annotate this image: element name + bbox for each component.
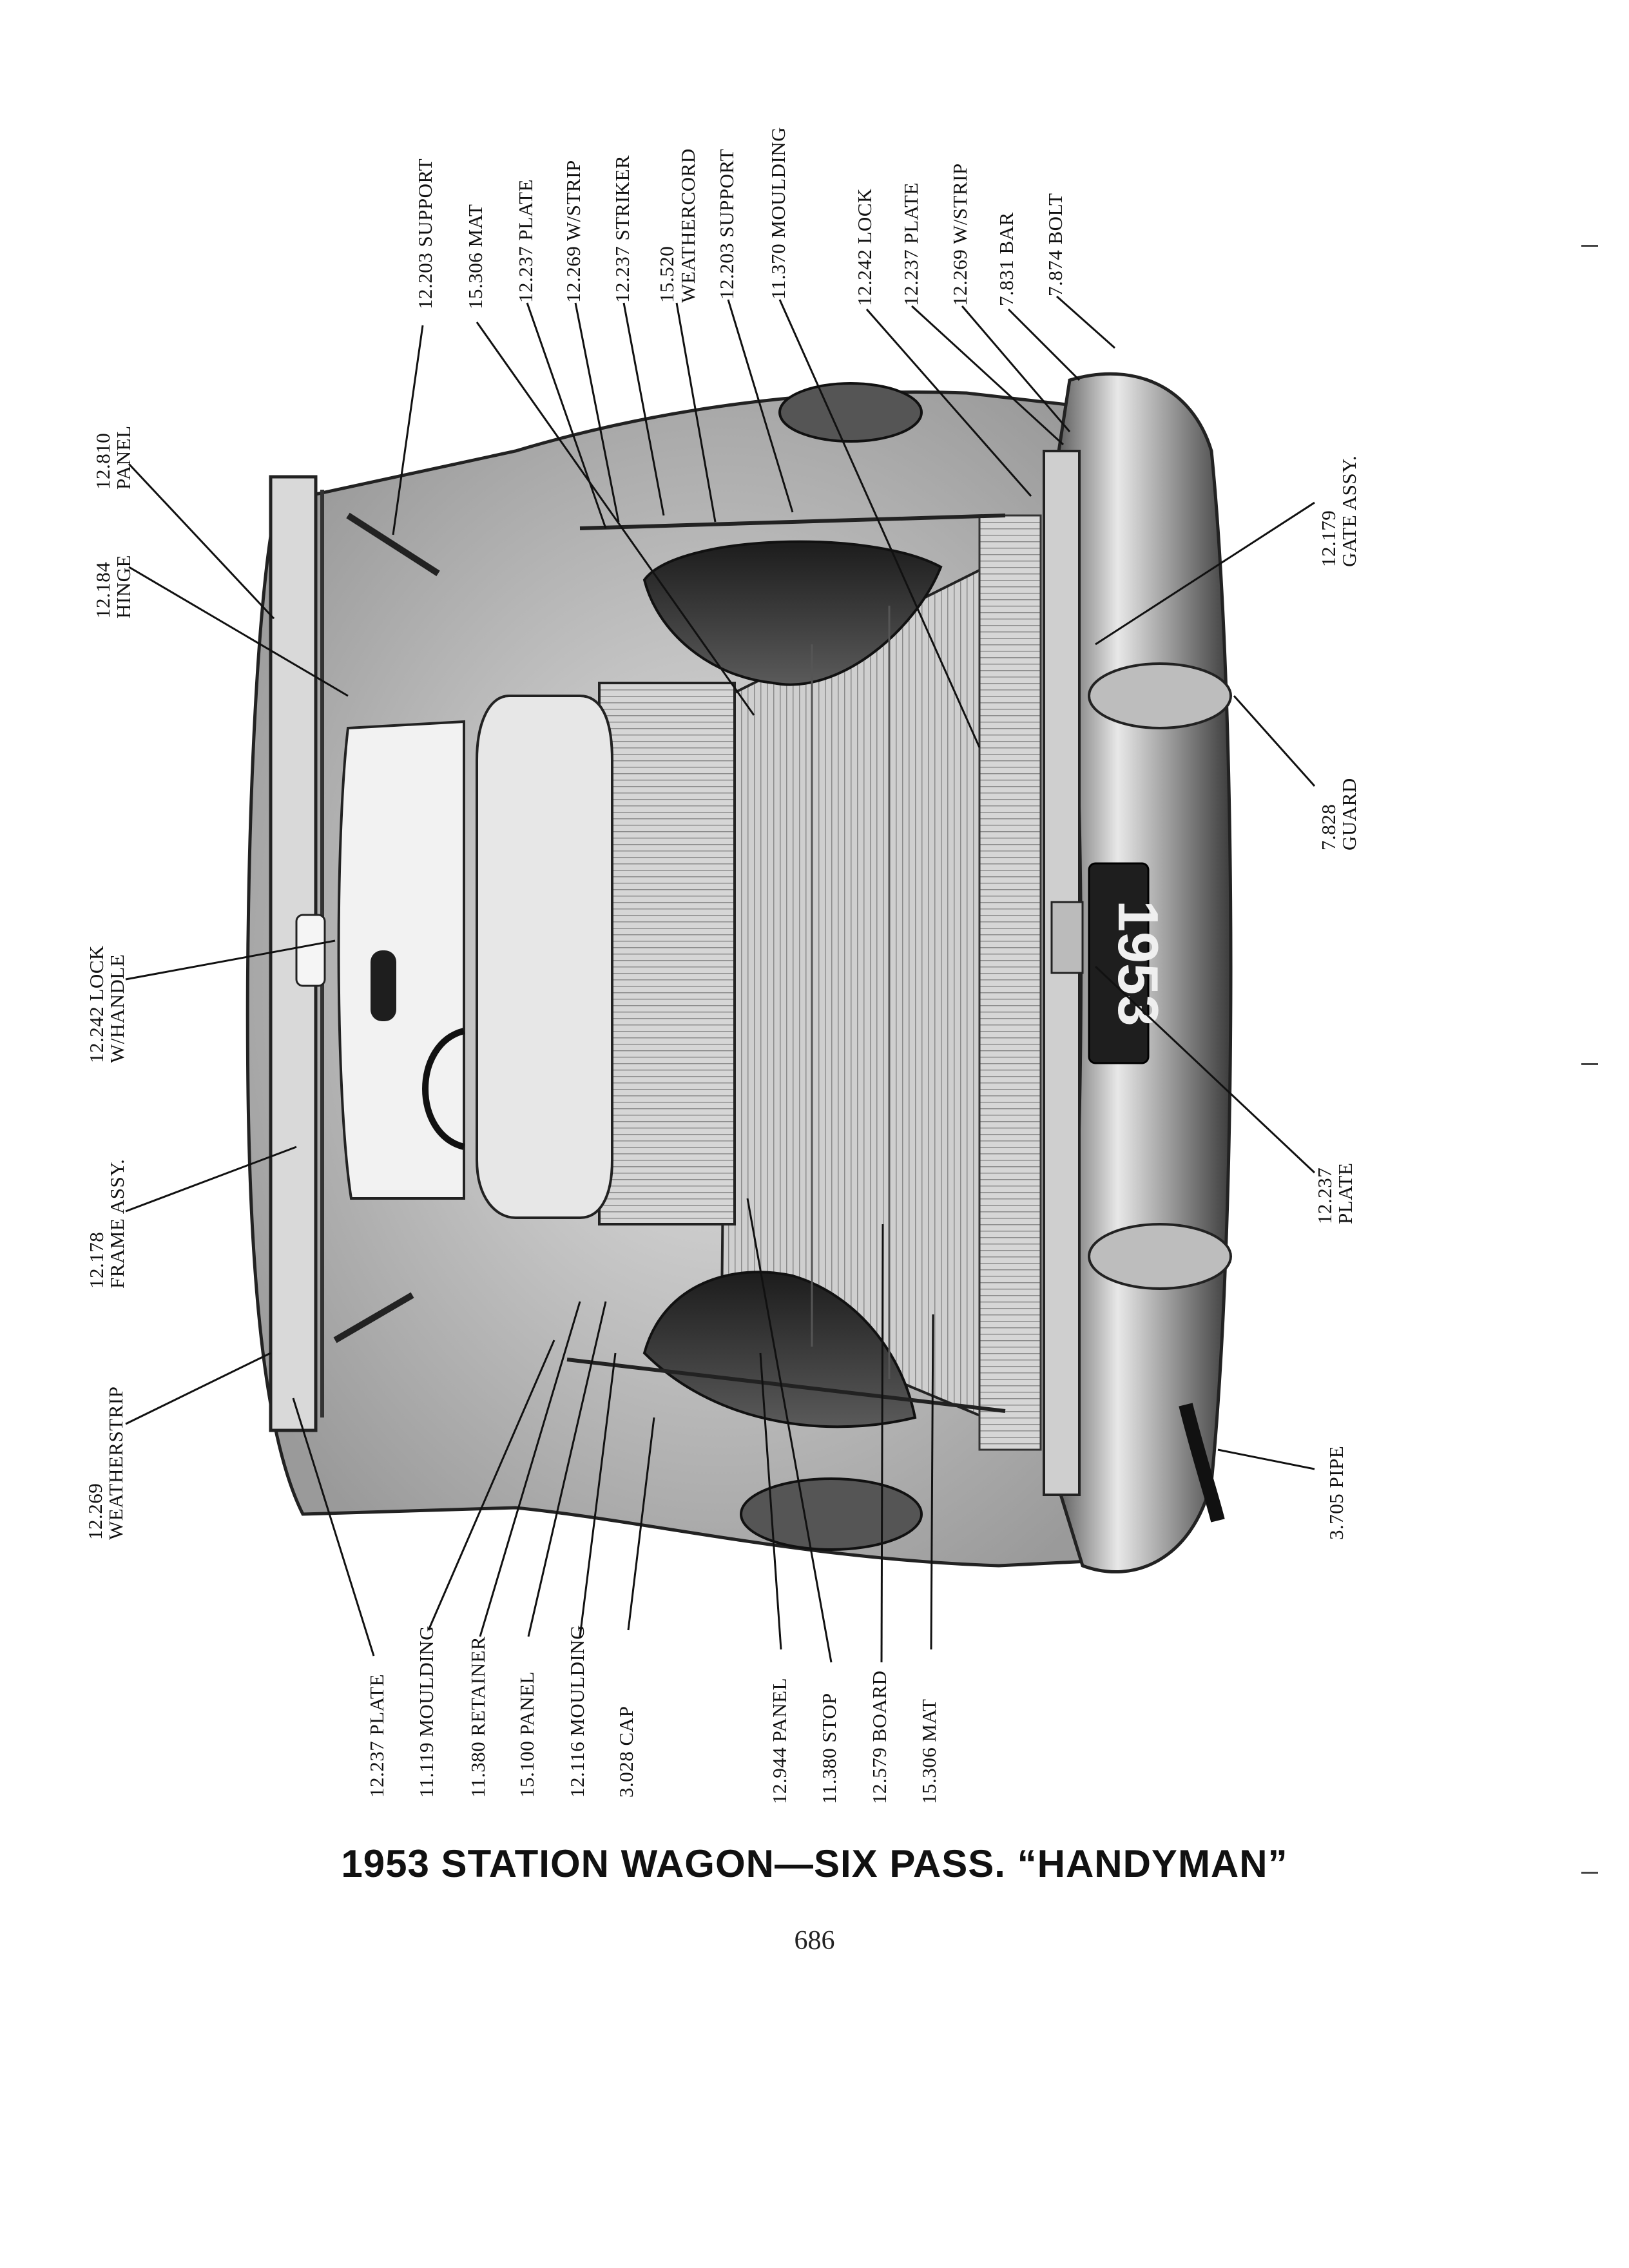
- label-panel-left-1: 12.810: [92, 432, 114, 490]
- label-gate-1: 12.179: [1317, 510, 1340, 567]
- lift-gate-handle: [296, 915, 325, 986]
- label-board: 12.579 BOARD: [868, 1670, 891, 1804]
- label-striker: 12.237 STRIKER: [611, 155, 633, 303]
- tail-lamp-top: [780, 383, 921, 441]
- label-plate-bottom: 12.237 PLATE: [365, 1674, 388, 1798]
- label-gate-2: GATE ASSY.: [1338, 455, 1360, 567]
- label-weatherstrip-2: WEATHERSTRIP: [104, 1386, 127, 1540]
- margin-mark-top: [1581, 245, 1598, 247]
- seat-back-panel: [599, 683, 735, 1224]
- label-guard-1: 7.828: [1317, 803, 1340, 850]
- label-weathercord-1: 15.520: [655, 245, 678, 303]
- station-wagon-illustration: [247, 374, 1231, 1571]
- label-panel-left-2: PANEL: [112, 425, 135, 490]
- label-moulding-top: 11.370 MOULDING: [767, 126, 789, 300]
- label-retainer: 11.380 RETAINER: [467, 1636, 489, 1798]
- label-pipe: 3.705 PIPE: [1325, 1445, 1347, 1540]
- rear-seat: [477, 696, 612, 1218]
- bumper-guard-lower: [1089, 1224, 1231, 1289]
- license-plate-text: 1953: [1106, 900, 1170, 1026]
- label-weatherstrip-1: 12.269: [84, 1483, 106, 1540]
- label-moulding-bottom: 11.119 MOULDING: [415, 1626, 438, 1798]
- label-plate-right-1: 12.237: [1313, 1167, 1336, 1224]
- label-frame-1: 12.178: [85, 1231, 108, 1289]
- label-lock-handle-1: 12.242 LOCK: [85, 945, 108, 1063]
- label-hinge-2: HINGE: [112, 555, 135, 619]
- tail-lamp-bottom: [741, 1479, 921, 1550]
- label-panel-bottom: 15.100 PANEL: [516, 1671, 538, 1798]
- label-moulding-bottom2: 12.116 MOULDING: [566, 1624, 588, 1798]
- label-panel-bottom2: 12.944 PANEL: [768, 1677, 791, 1804]
- label-stop: 11.380 STOP: [818, 1693, 840, 1804]
- label-wstrip-top2: 12.269 W/STRIP: [949, 163, 971, 306]
- bumper-guard-upper: [1089, 664, 1231, 728]
- gate-inner-panel: [979, 515, 1041, 1450]
- label-mat-bottom: 15.306 MAT: [918, 1698, 940, 1804]
- license-bracket: [1052, 902, 1083, 973]
- label-bar: 7.831 BAR: [995, 212, 1017, 306]
- label-cap: 3.028 CAP: [615, 1706, 637, 1798]
- label-frame-2: FRAME ASSY.: [106, 1158, 128, 1289]
- label-mat-top: 15.306 MAT: [464, 204, 487, 309]
- label-support-top2: 12.203 SUPPORT: [715, 148, 738, 300]
- margin-mark-bottom: [1581, 1872, 1598, 1874]
- label-plate-top2: 12.237 PLATE: [900, 182, 922, 306]
- margin-mark-middle: [1581, 1063, 1598, 1065]
- rear-view-mirror: [371, 950, 396, 1021]
- label-lock-handle-2: W/HANDLE: [106, 954, 128, 1063]
- label-guard-2: GUARD: [1338, 778, 1360, 850]
- label-weathercord-2: WEATHERCORD: [677, 148, 699, 303]
- label-lock-top: 12.242 LOCK: [853, 188, 876, 306]
- front-window: [339, 722, 464, 1198]
- label-hinge-1: 12.184: [92, 561, 114, 619]
- label-support-top: 12.203 SUPPORT: [414, 158, 436, 309]
- label-bolt: 7.874 BOLT: [1044, 193, 1066, 296]
- label-plate-top: 12.237 PLATE: [514, 179, 537, 303]
- page-title: 1953 STATION WAGON—SIX PASS. “HANDYMAN”: [341, 1842, 1288, 1885]
- page-number: 686: [794, 1926, 835, 1956]
- label-plate-right-2: PLATE: [1334, 1162, 1356, 1224]
- label-wstrip-top: 12.269 W/STRIP: [562, 160, 584, 303]
